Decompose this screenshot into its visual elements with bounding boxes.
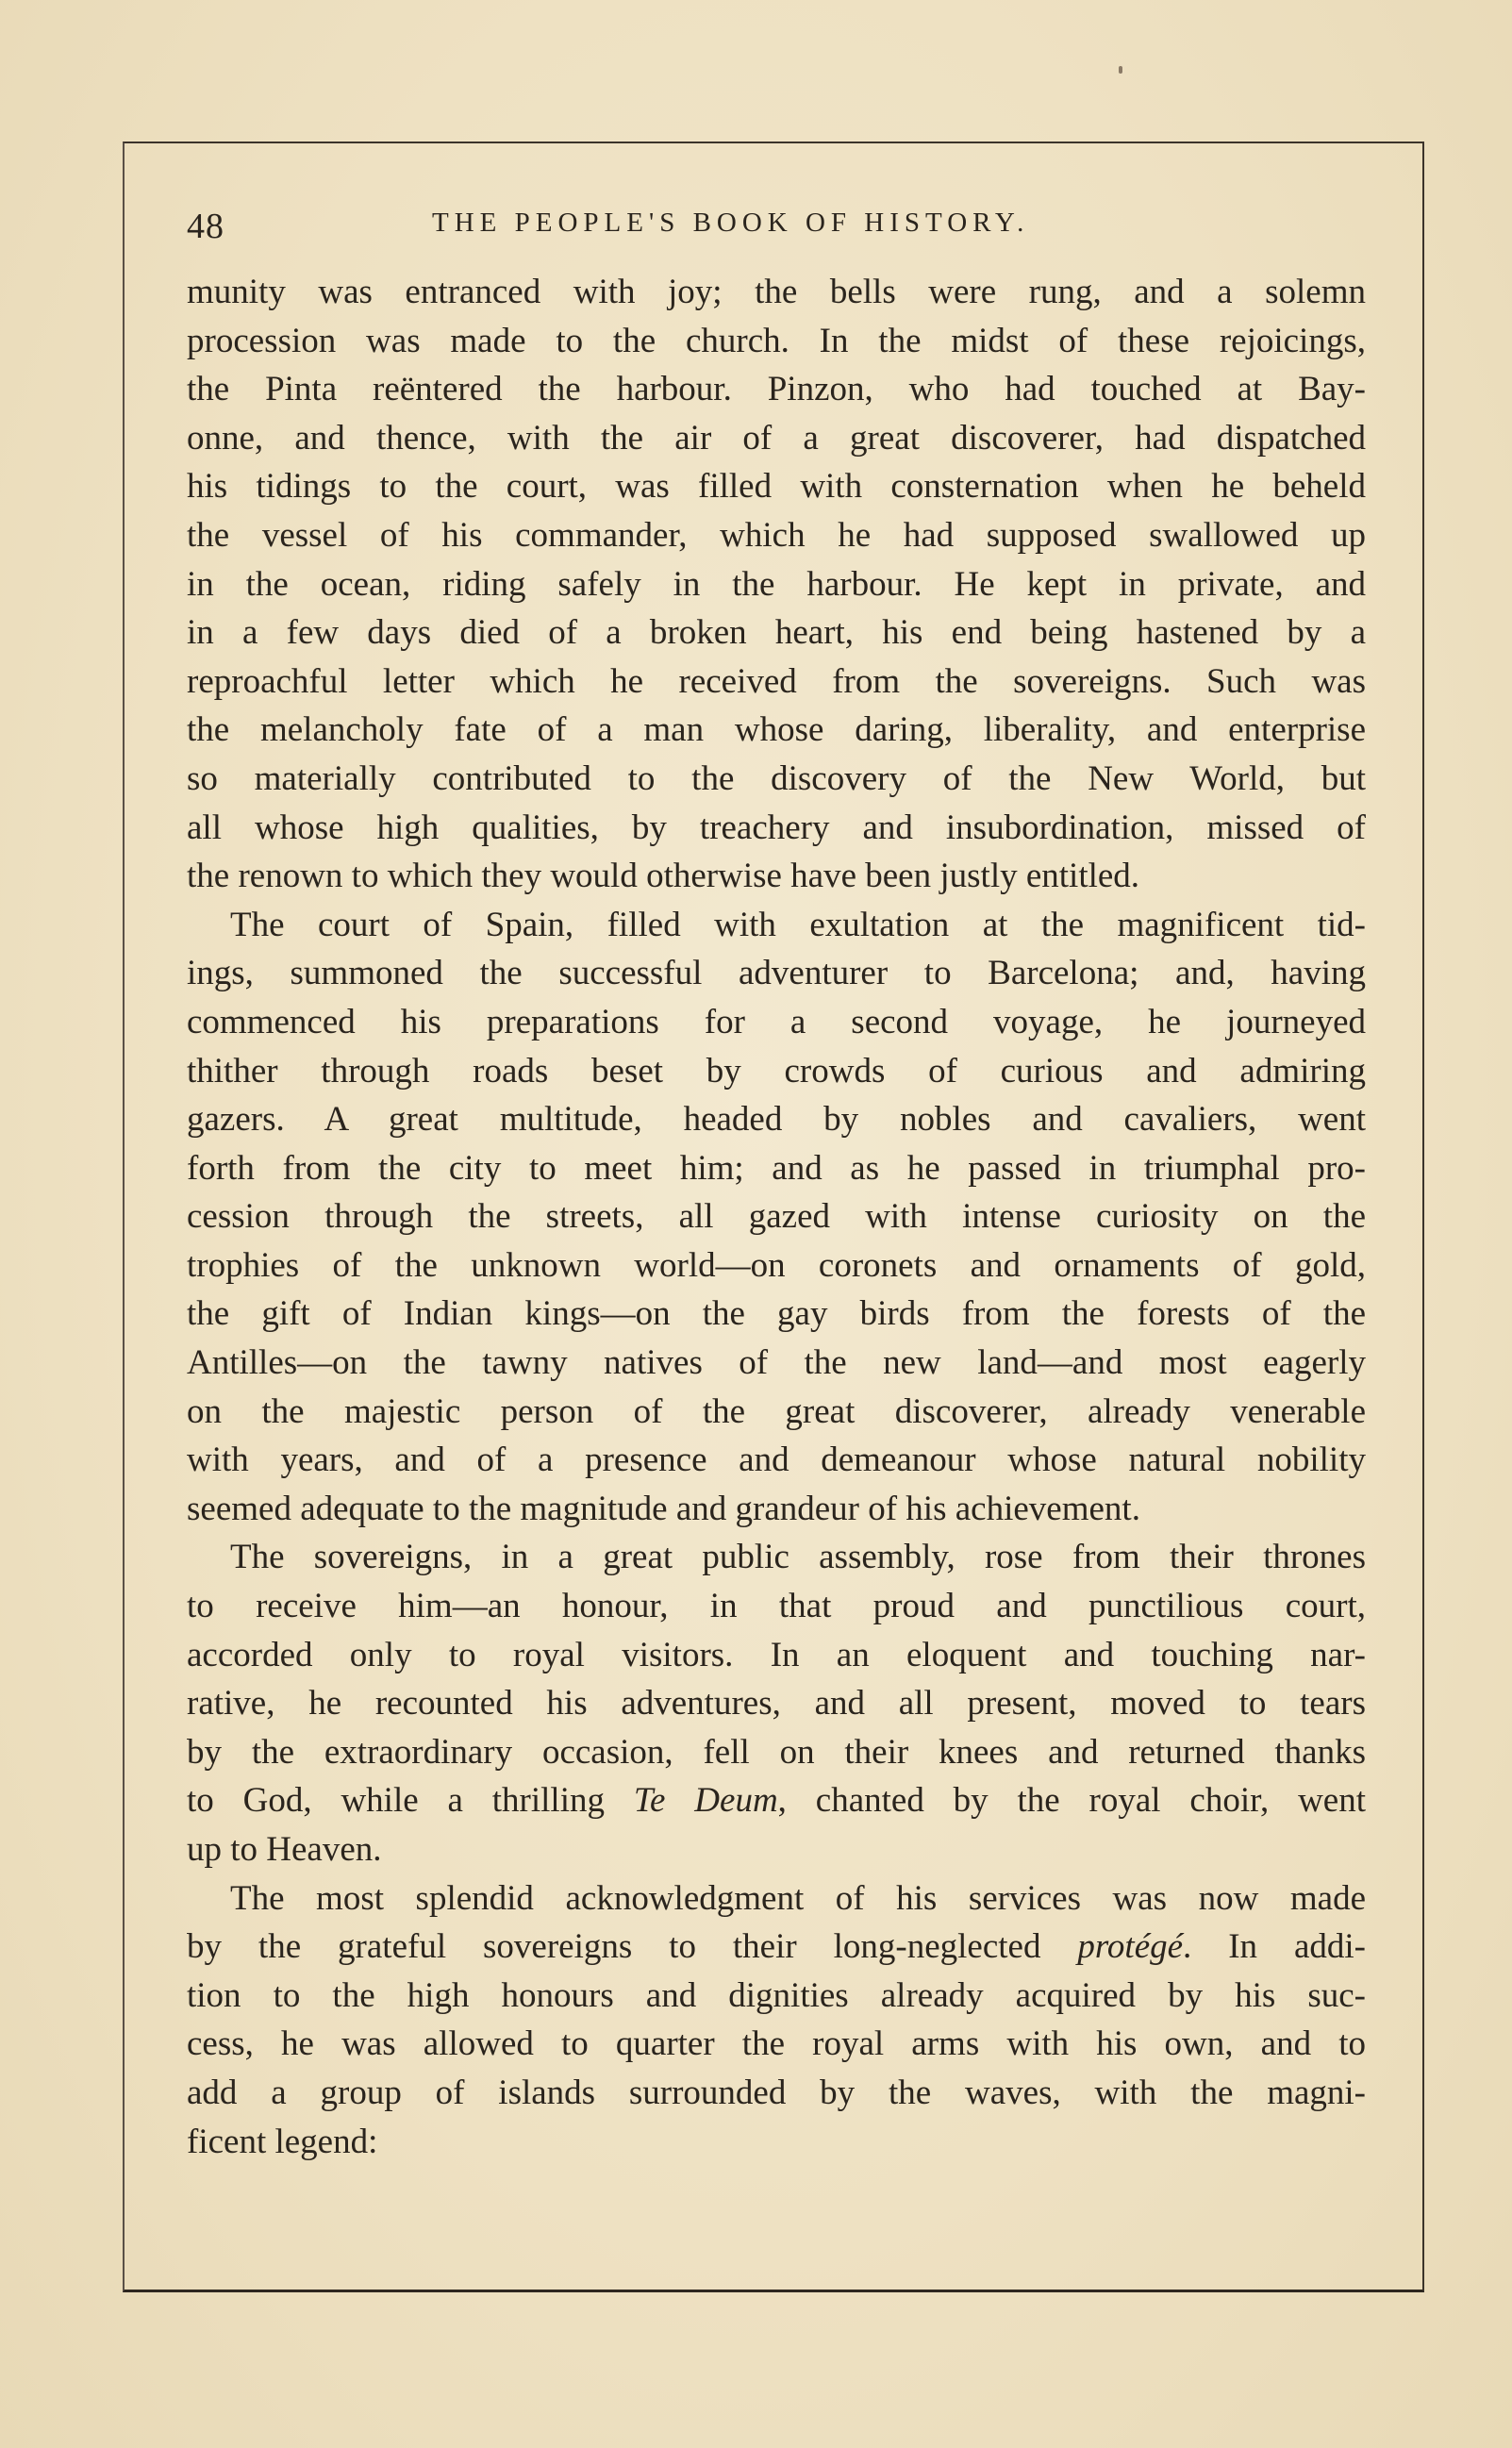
text-line: cess, he was allowed to quarter the royal arms with his own, and to: [187, 2024, 1366, 2064]
paragraph-start-line: The most splendid acknowledgment of his services was now made: [230, 1878, 1366, 1918]
text-line: in a few days died of a broken heart, his end being hastened by a: [187, 613, 1366, 653]
text-line: tion to the high honours and dignities already acquired by his suc-: [187, 1975, 1366, 2015]
text-line: so materially contributed to the discovery of the New World, but: [187, 758, 1366, 798]
text-line: with years, and of a presence and demeanour whose natural nobility: [187, 1440, 1366, 1480]
text-line: all whose high qualities, by treachery and insubordination, missed of: [187, 808, 1366, 847]
text-line: reproachful letter which he received from the sovereigns. Such was: [187, 661, 1366, 701]
running-head: THE PEOPLE'S BOOK OF HISTORY.: [432, 208, 1030, 238]
text-line: cession through the streets, all gazed with intense curiosity on the: [187, 1197, 1366, 1237]
text-fragment: by the grateful sovereigns to their long-neglected: [187, 1927, 1078, 1967]
text-line: his tidings to the court, was filled with consternation when he beheld: [187, 467, 1366, 507]
text-line: add a group of islands surrounded by the waves, with the magni-: [187, 2073, 1366, 2112]
text-line: thither through roads beset by crowds of curious and admiring: [187, 1051, 1366, 1091]
text-line: commenced his preparations for a second voyage, he journeyed: [187, 1002, 1366, 1041]
text-line: forth from the city to meet him; and as he passed in triumphal pro-: [187, 1148, 1366, 1188]
text-line: gazers. A great multitude, headed by nobles and cavaliers, went: [187, 1100, 1366, 1140]
ink-speck: [1119, 66, 1122, 74]
text-line: procession was made to the church. In the midst of these rejoicings,: [187, 321, 1366, 360]
text-line: rative, he recounted his adventures, and all present, moved to tears: [187, 1684, 1366, 1724]
text-line: up to Heaven.: [187, 1830, 382, 1869]
page-number: 48: [187, 207, 224, 246]
body-text: [187, 268, 1366, 2166]
text-line: accorded only to royal visitors. In an eloquent and touching nar-: [187, 1635, 1366, 1674]
text-line: seemed adequate to the magnitude and grandeur of his achievement.: [187, 1489, 1140, 1528]
text-line: in the ocean, riding safely in the harbour. He kept in private, and: [187, 564, 1366, 604]
text-line: on the majestic person of the great discoverer, already venerable: [187, 1391, 1366, 1431]
text-fragment: , chanted by the royal choir, went: [777, 1781, 1366, 1821]
italic-te-deum: Te Deum: [633, 1781, 778, 1821]
paragraph-start-line: The sovereigns, in a great public assembly, rose from their thrones: [230, 1538, 1366, 1577]
paragraph-start-line: The court of Spain, filled with exultation at the magnificent tid-: [230, 905, 1366, 944]
page-header: [187, 202, 1366, 258]
text-line-protege: [187, 1923, 1366, 1972]
text-line: trophies of the unknown world—on coronets and ornaments of gold,: [187, 1245, 1366, 1285]
text-line: ings, summoned the successful adventurer to Barcelona; and, having: [187, 954, 1366, 993]
italic-protege: protégé: [1077, 1927, 1184, 1967]
text-line: to receive him—an honour, in that proud and punctilious court,: [187, 1587, 1366, 1626]
text-line: the Pinta reëntered the harbour. Pinzon, who had touched at Bay-: [187, 370, 1366, 409]
text-line: the gift of Indian kings—on the gay birds from the forests of the: [187, 1294, 1366, 1334]
text-line-te-deum: [187, 1776, 1366, 1825]
text-line: onne, and thence, with the air of a great discoverer, had dispatched: [187, 418, 1366, 458]
text-line: the renown to which they would otherwise have been justly entitled.: [187, 857, 1140, 896]
text-line: ficent legend:: [187, 2122, 378, 2161]
text-fragment: to God, while a thrilling: [187, 1781, 634, 1821]
text-fragment: . In addi-: [1183, 1927, 1366, 1967]
text-line: munity was entranced with joy; the bells were rung, and a solemn: [187, 273, 1366, 311]
text-line: by the extraordinary occasion, fell on their knees and returned thanks: [187, 1732, 1366, 1772]
text-line: the melancholy fate of a man whose daring, liberality, and enterprise: [187, 710, 1366, 750]
text-line: Antilles—on the tawny natives of the new land—and most eagerly: [187, 1343, 1366, 1383]
text-line: the vessel of his commander, which he had supposed swallowed up: [187, 515, 1366, 555]
